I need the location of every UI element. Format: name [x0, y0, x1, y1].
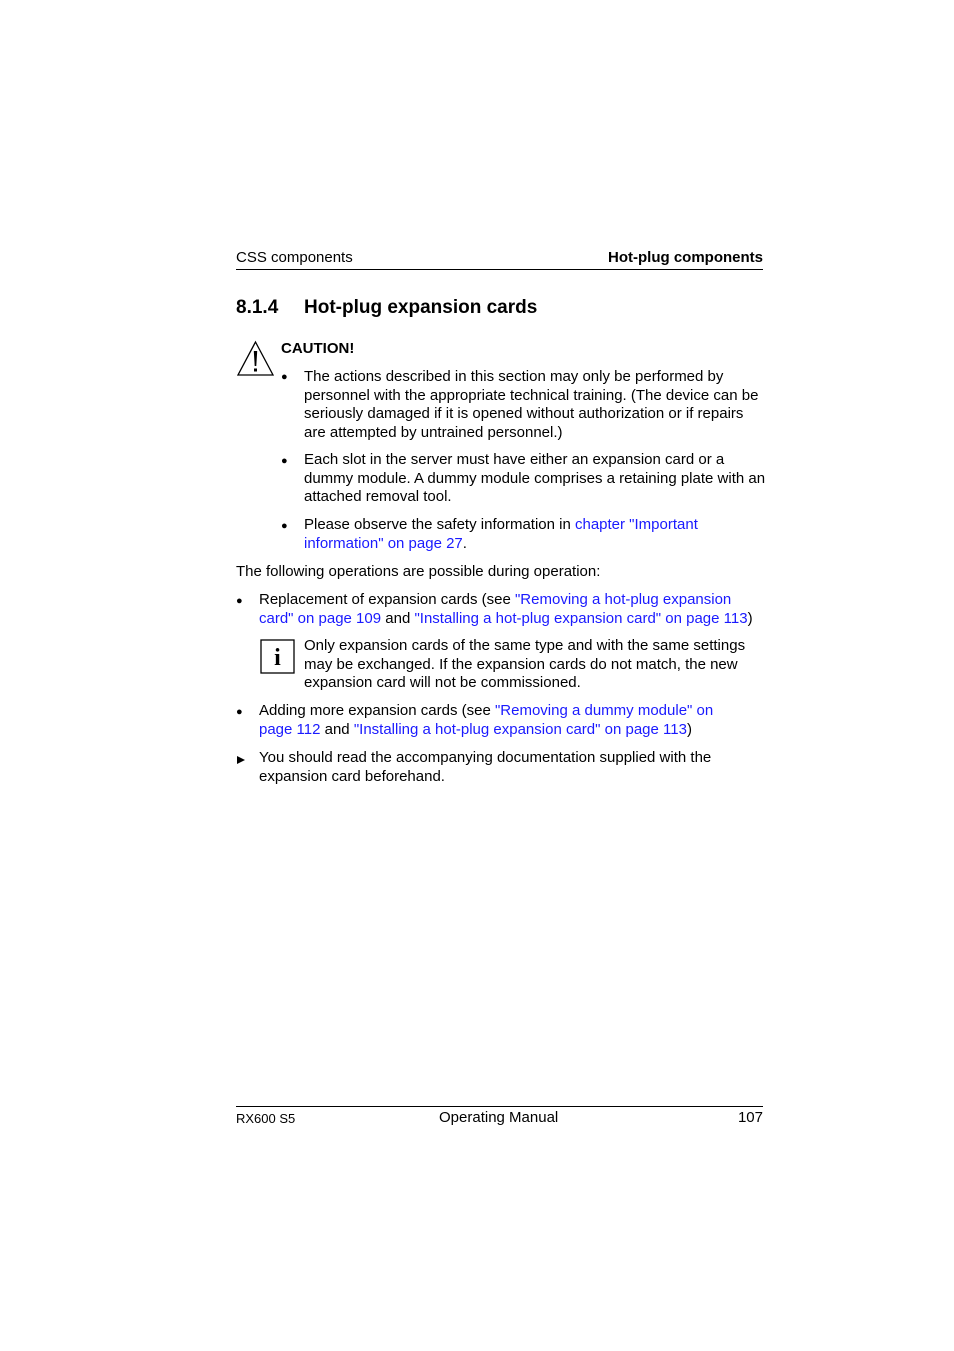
page-number: 107 — [737, 1109, 763, 1126]
step-arrow-icon — [236, 752, 246, 770]
installing-hot-plug-expansion-card-link[interactable]: "Installing a hot-plug expansion card" on page 113 — [353, 720, 687, 738]
removing-dummy-module-link[interactable]: "Removing a dummy module" on page 112 — [259, 702, 714, 738]
bullet-icon: ● — [281, 371, 288, 383]
running-header-left: CSS components — [236, 249, 353, 266]
operation-text: and — [381, 609, 415, 627]
bullet-icon: ● — [236, 706, 243, 718]
footer-manual-title: Operating Manual — [439, 1109, 559, 1126]
section-title: Hot-plug expansion cards — [304, 297, 538, 318]
info-i-icon — [260, 639, 295, 679]
caution-item: The actions described in this section may only be performed by personnel with the appropriate technical training. (The device can be seriously damaged if it is opened without authorization or if repairs are attempted by untrained personnel.) — [304, 368, 759, 441]
operation-text: and — [320, 720, 354, 738]
removing-hot-plug-expansion-card-link[interactable]: "Removing a hot-plug expansion card" on page 109 — [259, 591, 732, 627]
bullet-icon: ● — [281, 520, 288, 532]
caution-item: Each slot in the server must have either an expansion card or a dummy module. A dummy module comprises a retaining plate with an attached removal tool. — [304, 451, 766, 505]
caution-item-text: Please observe the safety information in — [304, 516, 575, 533]
footer-model: RX600 S5 — [236, 1111, 296, 1126]
operation-text: ) — [747, 609, 753, 627]
operation-item — [259, 591, 769, 628]
intro-paragraph: The following operations are possible during operation: — [236, 563, 601, 580]
chapter-important-information-link[interactable]: chapter "Important information" on page 27 — [304, 516, 698, 552]
installing-hot-plug-expansion-card-link[interactable]: "Installing a hot-plug expansion card" on page 113 — [414, 609, 748, 627]
bullet-icon: ● — [236, 595, 243, 607]
operation-item — [259, 702, 739, 739]
info-note: Only expansion cards of the same type and with the same settings may be exchanged. If the expansion cards do not match, the new expansion card will not be commissioned. — [304, 637, 746, 691]
section-number: 8.1.4 — [236, 297, 279, 318]
bullet-icon: ● — [281, 455, 288, 467]
running-header-right: Hot-plug components — [608, 249, 763, 266]
operation-text: Replacement of expansion cards (see — [259, 591, 515, 608]
caution-item — [304, 516, 768, 553]
svg-text:i: i — [274, 645, 281, 671]
header-rule — [236, 269, 763, 270]
operation-text: Adding more expansion cards (see — [259, 702, 495, 719]
section-heading — [236, 297, 537, 319]
caution-label: CAUTION! — [281, 340, 355, 357]
step-instruction: You should read the accompanying documentation supplied with the expansion card beforehand. — [259, 749, 712, 785]
caution-item-text: . — [462, 534, 467, 552]
operation-text: ) — [686, 720, 692, 738]
footer-rule — [236, 1106, 763, 1107]
warning-triangle-icon — [236, 340, 275, 382]
